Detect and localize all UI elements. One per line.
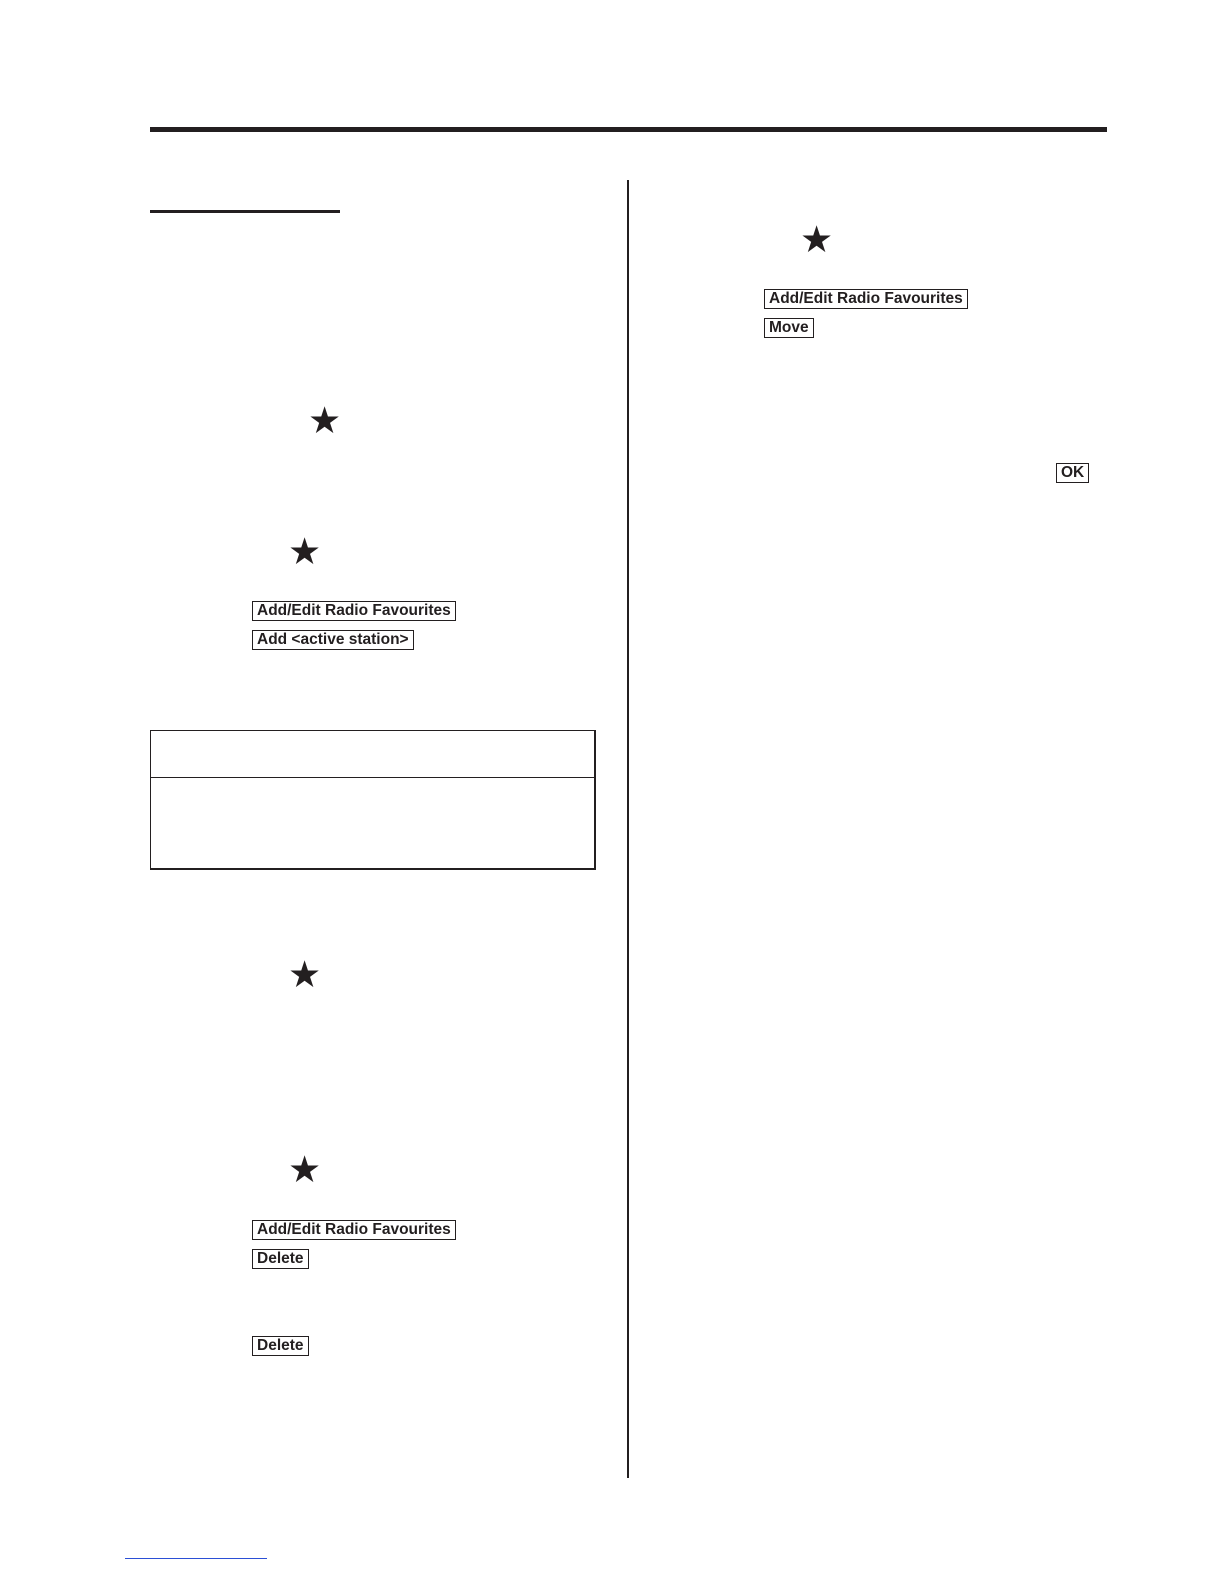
delete-confirm-button[interactable]: Delete bbox=[252, 1336, 309, 1356]
favourites-star-icon: ★ bbox=[308, 399, 342, 442]
favourites-star-icon: ★ bbox=[800, 218, 834, 261]
move-button[interactable]: Move bbox=[764, 318, 814, 338]
ok-button[interactable]: OK bbox=[1056, 463, 1089, 483]
note-box-divider bbox=[151, 777, 594, 778]
add-edit-radio-favourites-button[interactable]: Add/Edit Radio Favourites bbox=[764, 289, 968, 309]
favourites-star-icon: ★ bbox=[288, 953, 322, 996]
add-edit-radio-favourites-button[interactable]: Add/Edit Radio Favourites bbox=[252, 601, 456, 621]
header-rule bbox=[150, 127, 1107, 132]
favourites-star-icon: ★ bbox=[288, 1148, 322, 1191]
note-box bbox=[150, 730, 596, 870]
add-active-station-button[interactable]: Add <active station> bbox=[252, 630, 414, 650]
footer-link-underline[interactable] bbox=[125, 1558, 267, 1559]
add-edit-radio-favourites-button[interactable]: Add/Edit Radio Favourites bbox=[252, 1220, 456, 1240]
favourites-star-icon: ★ bbox=[288, 530, 322, 573]
section-heading-underline bbox=[150, 210, 340, 213]
delete-button[interactable]: Delete bbox=[252, 1249, 309, 1269]
column-divider bbox=[627, 180, 629, 1478]
